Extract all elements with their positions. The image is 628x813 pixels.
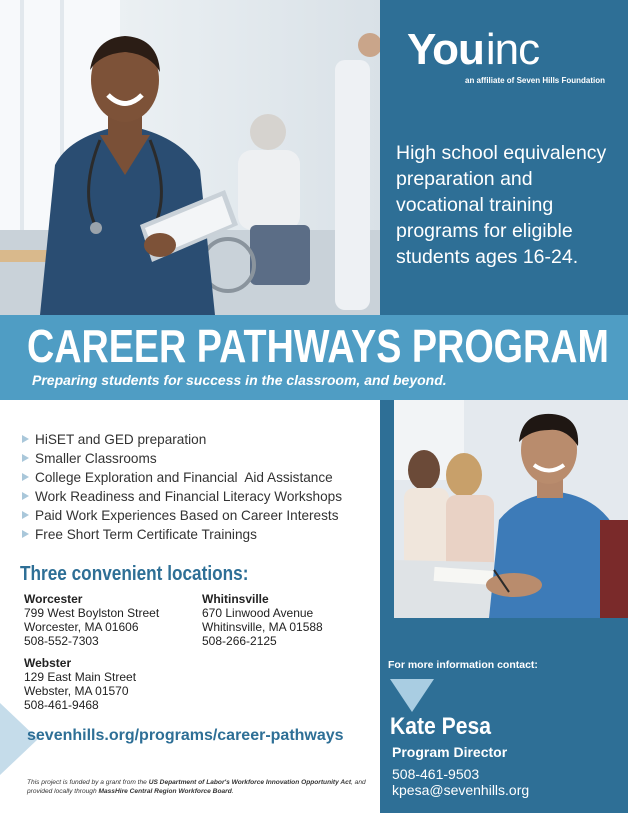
funding-text: , and provided locally through xyxy=(27,779,366,795)
student-photo xyxy=(394,400,628,618)
location-street: 799 West Boylston Street xyxy=(24,606,160,620)
location-phone: 508-266-2125 xyxy=(202,634,277,648)
list-item xyxy=(22,487,342,506)
feature-text: HiSET and GED preparation xyxy=(35,432,207,447)
list-item xyxy=(22,506,342,525)
program-website-link[interactable]: sevenhills.org/programs/career-pathways xyxy=(27,727,344,744)
location-town: Whitinsville, MA 01588 xyxy=(202,620,323,634)
list-item xyxy=(22,525,342,544)
program-intro: High school equivalency preparation and vocational training programs for eligible students ages 16-24. xyxy=(396,142,607,268)
funding-text: This project is funded by a grant from the xyxy=(27,779,149,786)
funding-org-masshire: MassHire Central Region Workforce Board xyxy=(98,788,232,795)
location-whitinsville xyxy=(202,592,323,648)
logo-inc-text: inc xyxy=(485,25,540,74)
location-street: 129 East Main Street xyxy=(24,670,137,684)
location-town: Webster, MA 01570 xyxy=(24,684,129,698)
location-town: Worcester, MA 01606 xyxy=(24,620,139,634)
page-subtitle: Preparing students for success in the classroom, and beyond. xyxy=(32,372,447,388)
location-phone: 508-461-9468 xyxy=(24,698,99,712)
funding-org-dol: US Department of Labor's Workforce Innovation Opportunity Act xyxy=(148,779,352,786)
feature-text: Work Readiness and Financial Literacy Workshops xyxy=(35,489,343,504)
youinc-logo xyxy=(407,25,607,88)
triangle-bullet-icon xyxy=(22,454,29,462)
location-webster xyxy=(24,656,136,712)
triangle-bullet-icon xyxy=(22,530,29,538)
location-city: Webster xyxy=(24,656,72,670)
location-phone: 508-552-7303 xyxy=(24,634,99,648)
student-illustration xyxy=(394,400,628,618)
feature-text: Paid Work Experiences Based on Career Interests xyxy=(35,508,339,523)
feature-text: Smaller Classrooms xyxy=(35,451,157,466)
location-city: Whitinsville xyxy=(202,592,269,606)
funding-text: . xyxy=(231,788,234,795)
logo-you-text: You xyxy=(407,25,484,74)
contact-name: Kate Pesa xyxy=(390,713,491,740)
logo-wordmark xyxy=(407,25,540,74)
triangle-down-icon xyxy=(390,679,434,712)
funding-note xyxy=(27,778,367,796)
nurse-photo xyxy=(0,0,380,315)
contact-prompt: For more information contact: xyxy=(388,659,538,671)
list-item xyxy=(22,430,342,449)
triangle-bullet-icon xyxy=(22,492,29,500)
feature-text: Free Short Term Certificate Trainings xyxy=(35,527,257,542)
page-title: CAREER PATHWAYS PROGRAM xyxy=(27,320,609,372)
locations-heading: Three convenient locations: xyxy=(20,563,249,585)
contact-phone[interactable]: 508-461-9503 xyxy=(392,766,480,782)
triangle-bullet-icon xyxy=(22,435,29,443)
location-worcester xyxy=(24,592,159,648)
nurse-illustration xyxy=(0,0,380,315)
logo-tagline: an affiliate of Seven Hills Foundation xyxy=(465,76,606,85)
contact-title: Program Director xyxy=(392,744,508,760)
location-street: 670 Linwood Avenue xyxy=(202,606,314,620)
side-panel xyxy=(380,400,394,618)
list-item xyxy=(22,468,342,487)
location-city: Worcester xyxy=(24,592,83,606)
contact-email[interactable]: kpesa@sevenhills.org xyxy=(392,782,530,798)
feature-list xyxy=(22,430,342,544)
triangle-bullet-icon xyxy=(22,473,29,481)
triangle-bullet-icon xyxy=(22,511,29,519)
list-item xyxy=(22,449,342,468)
feature-text: College Exploration and Financial Aid Assistance xyxy=(35,470,333,485)
